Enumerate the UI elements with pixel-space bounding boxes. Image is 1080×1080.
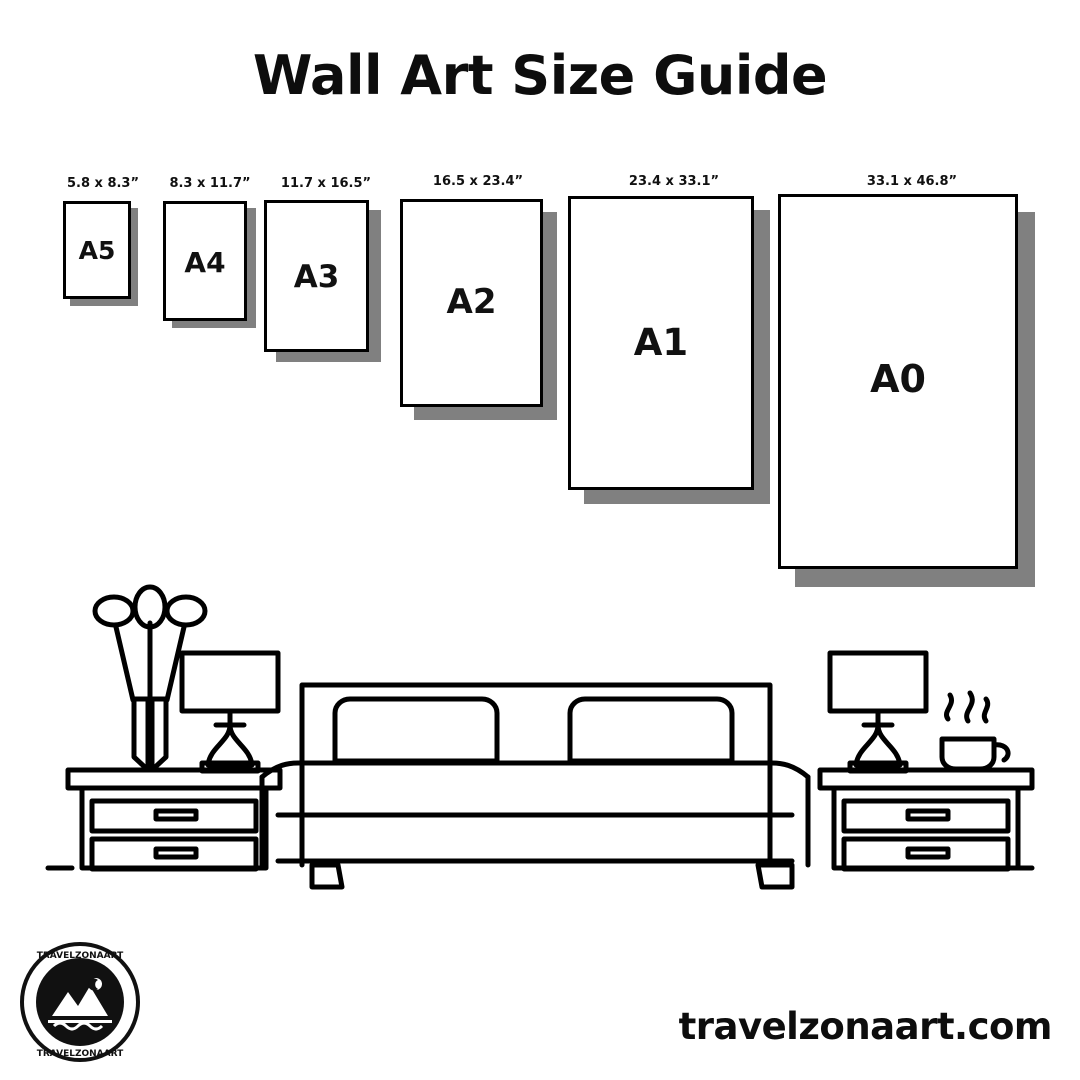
frame-dimension-a1: 23.4 x 33.1”: [628, 174, 720, 189]
frame-group-a2: [398, 160, 558, 430]
bedroom-illustration: [30, 565, 1050, 905]
frame-dimension-a2: 16.5 x 23.4”: [432, 174, 524, 189]
frame-label-a0: A0: [870, 357, 926, 401]
frame-group-a5: [60, 160, 146, 280]
frame-box-a1[interactable]: [568, 196, 754, 490]
page-title: Wall Art Size Guide: [252, 44, 828, 107]
frame-group-a0: [778, 160, 1046, 590]
frame-label-a1: A1: [633, 321, 689, 364]
size-chart: [0, 160, 1080, 600]
frame-dimension-a5: 5.8 x 8.3”: [66, 176, 140, 191]
brand-logo: [18, 940, 142, 1064]
frame-dimension-a0: 33.1 x 46.8”: [866, 174, 958, 189]
frame-box-a2[interactable]: [400, 199, 543, 407]
frame-box-a0[interactable]: [778, 194, 1018, 569]
frame-label-a3: A3: [293, 259, 340, 295]
coffee-cup: [942, 693, 1008, 769]
website-url[interactable]: travelzonaart.com: [678, 1005, 1052, 1048]
frame-group-a4: [160, 160, 260, 320]
frame-label-a2: A2: [446, 282, 497, 322]
frame-group-a1: [568, 160, 780, 505]
frame-label-a5: A5: [78, 236, 116, 265]
frame-box-a4[interactable]: [163, 201, 247, 321]
table-lamp-right: [830, 653, 926, 771]
bed: [262, 685, 808, 887]
table-lamp-left: [182, 653, 278, 771]
frame-dimension-a3: 11.7 x 16.5”: [280, 176, 372, 191]
frame-dimension-a4: 8.3 x 11.7”: [169, 176, 251, 191]
vase-with-plant: [95, 587, 205, 770]
nightstand-left: [68, 770, 280, 869]
frame-box-a3[interactable]: [264, 200, 369, 352]
frame-box-a5[interactable]: [63, 201, 131, 299]
frame-label-a4: A4: [184, 246, 226, 279]
nightstand-right: [820, 770, 1032, 869]
frame-group-a3: [262, 160, 390, 375]
logo-text-inner: TRAVELZONAART: [36, 1049, 124, 1059]
logo-text-outer: TRAVELZONAART: [36, 951, 124, 961]
